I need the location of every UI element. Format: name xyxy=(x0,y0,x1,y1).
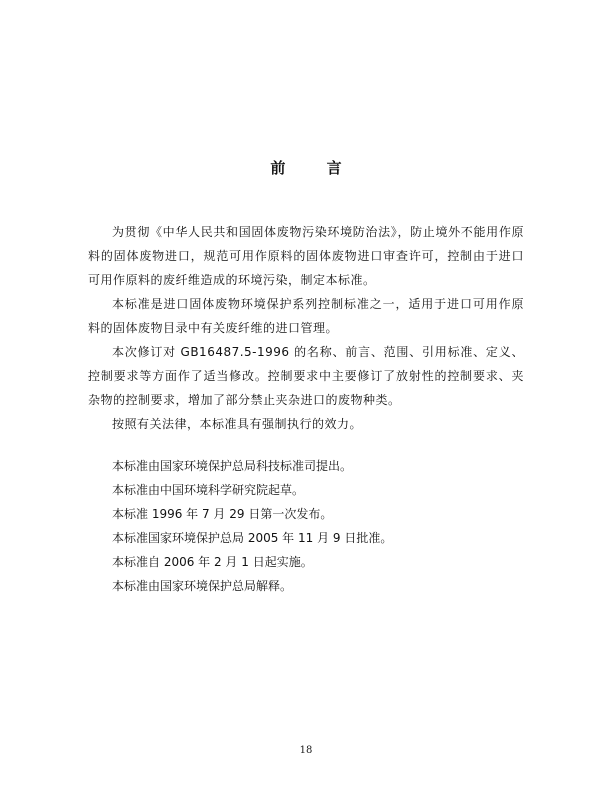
info-line-first-release: 本标准 1996 年 7 月 29 日第一次发布。 xyxy=(112,507,333,521)
paragraph-revision: 本次修订对 GB16487.5-1996 的名称、前言、范围、引用标准、定义、控制要求等方面作了适当修改。控制要求中主要修订了放射性的控制要求、夹杂物的控制要求，增加了部分禁止夹杂进口的废物种类。 xyxy=(88,345,524,407)
info-line-interpretation: 本标准由国家环境保护总局解释。 xyxy=(112,579,293,593)
paragraph-legal-effect: 按照有关法律，本标准具有强制执行的效力。 xyxy=(112,417,363,431)
standard-info-list xyxy=(88,454,524,598)
info-line-proposer: 本标准由国家环境保护总局科技标准司提出。 xyxy=(112,459,353,473)
paragraph-scope: 本标准是进口固体废物环境保护系列控制标准之一，适用于进口可用作原料的固体废物目录中有关废纤维的进口管理。 xyxy=(88,297,524,335)
page-number: 18 xyxy=(299,745,313,756)
info-line-drafter: 本标准由中国环境科学研究院起草。 xyxy=(112,483,305,497)
info-line-effective-date: 本标准自 2006 年 2 月 1 日起实施。 xyxy=(112,555,313,569)
page-title: 前 言 xyxy=(270,159,360,177)
paragraph-purpose: 为贯彻《中华人民共和国固体废物污染环境防治法》，防止境外不能用作原料的固体废物进口，规范可用作原料的固体废物进口审查许可，控制由于进口可用作原料的废纤维造成的环境污染，制定本标准。 xyxy=(88,225,524,287)
info-line-approval: 本标准国家环境保护总局 2005 年 11 月 9 日批准。 xyxy=(112,531,393,545)
